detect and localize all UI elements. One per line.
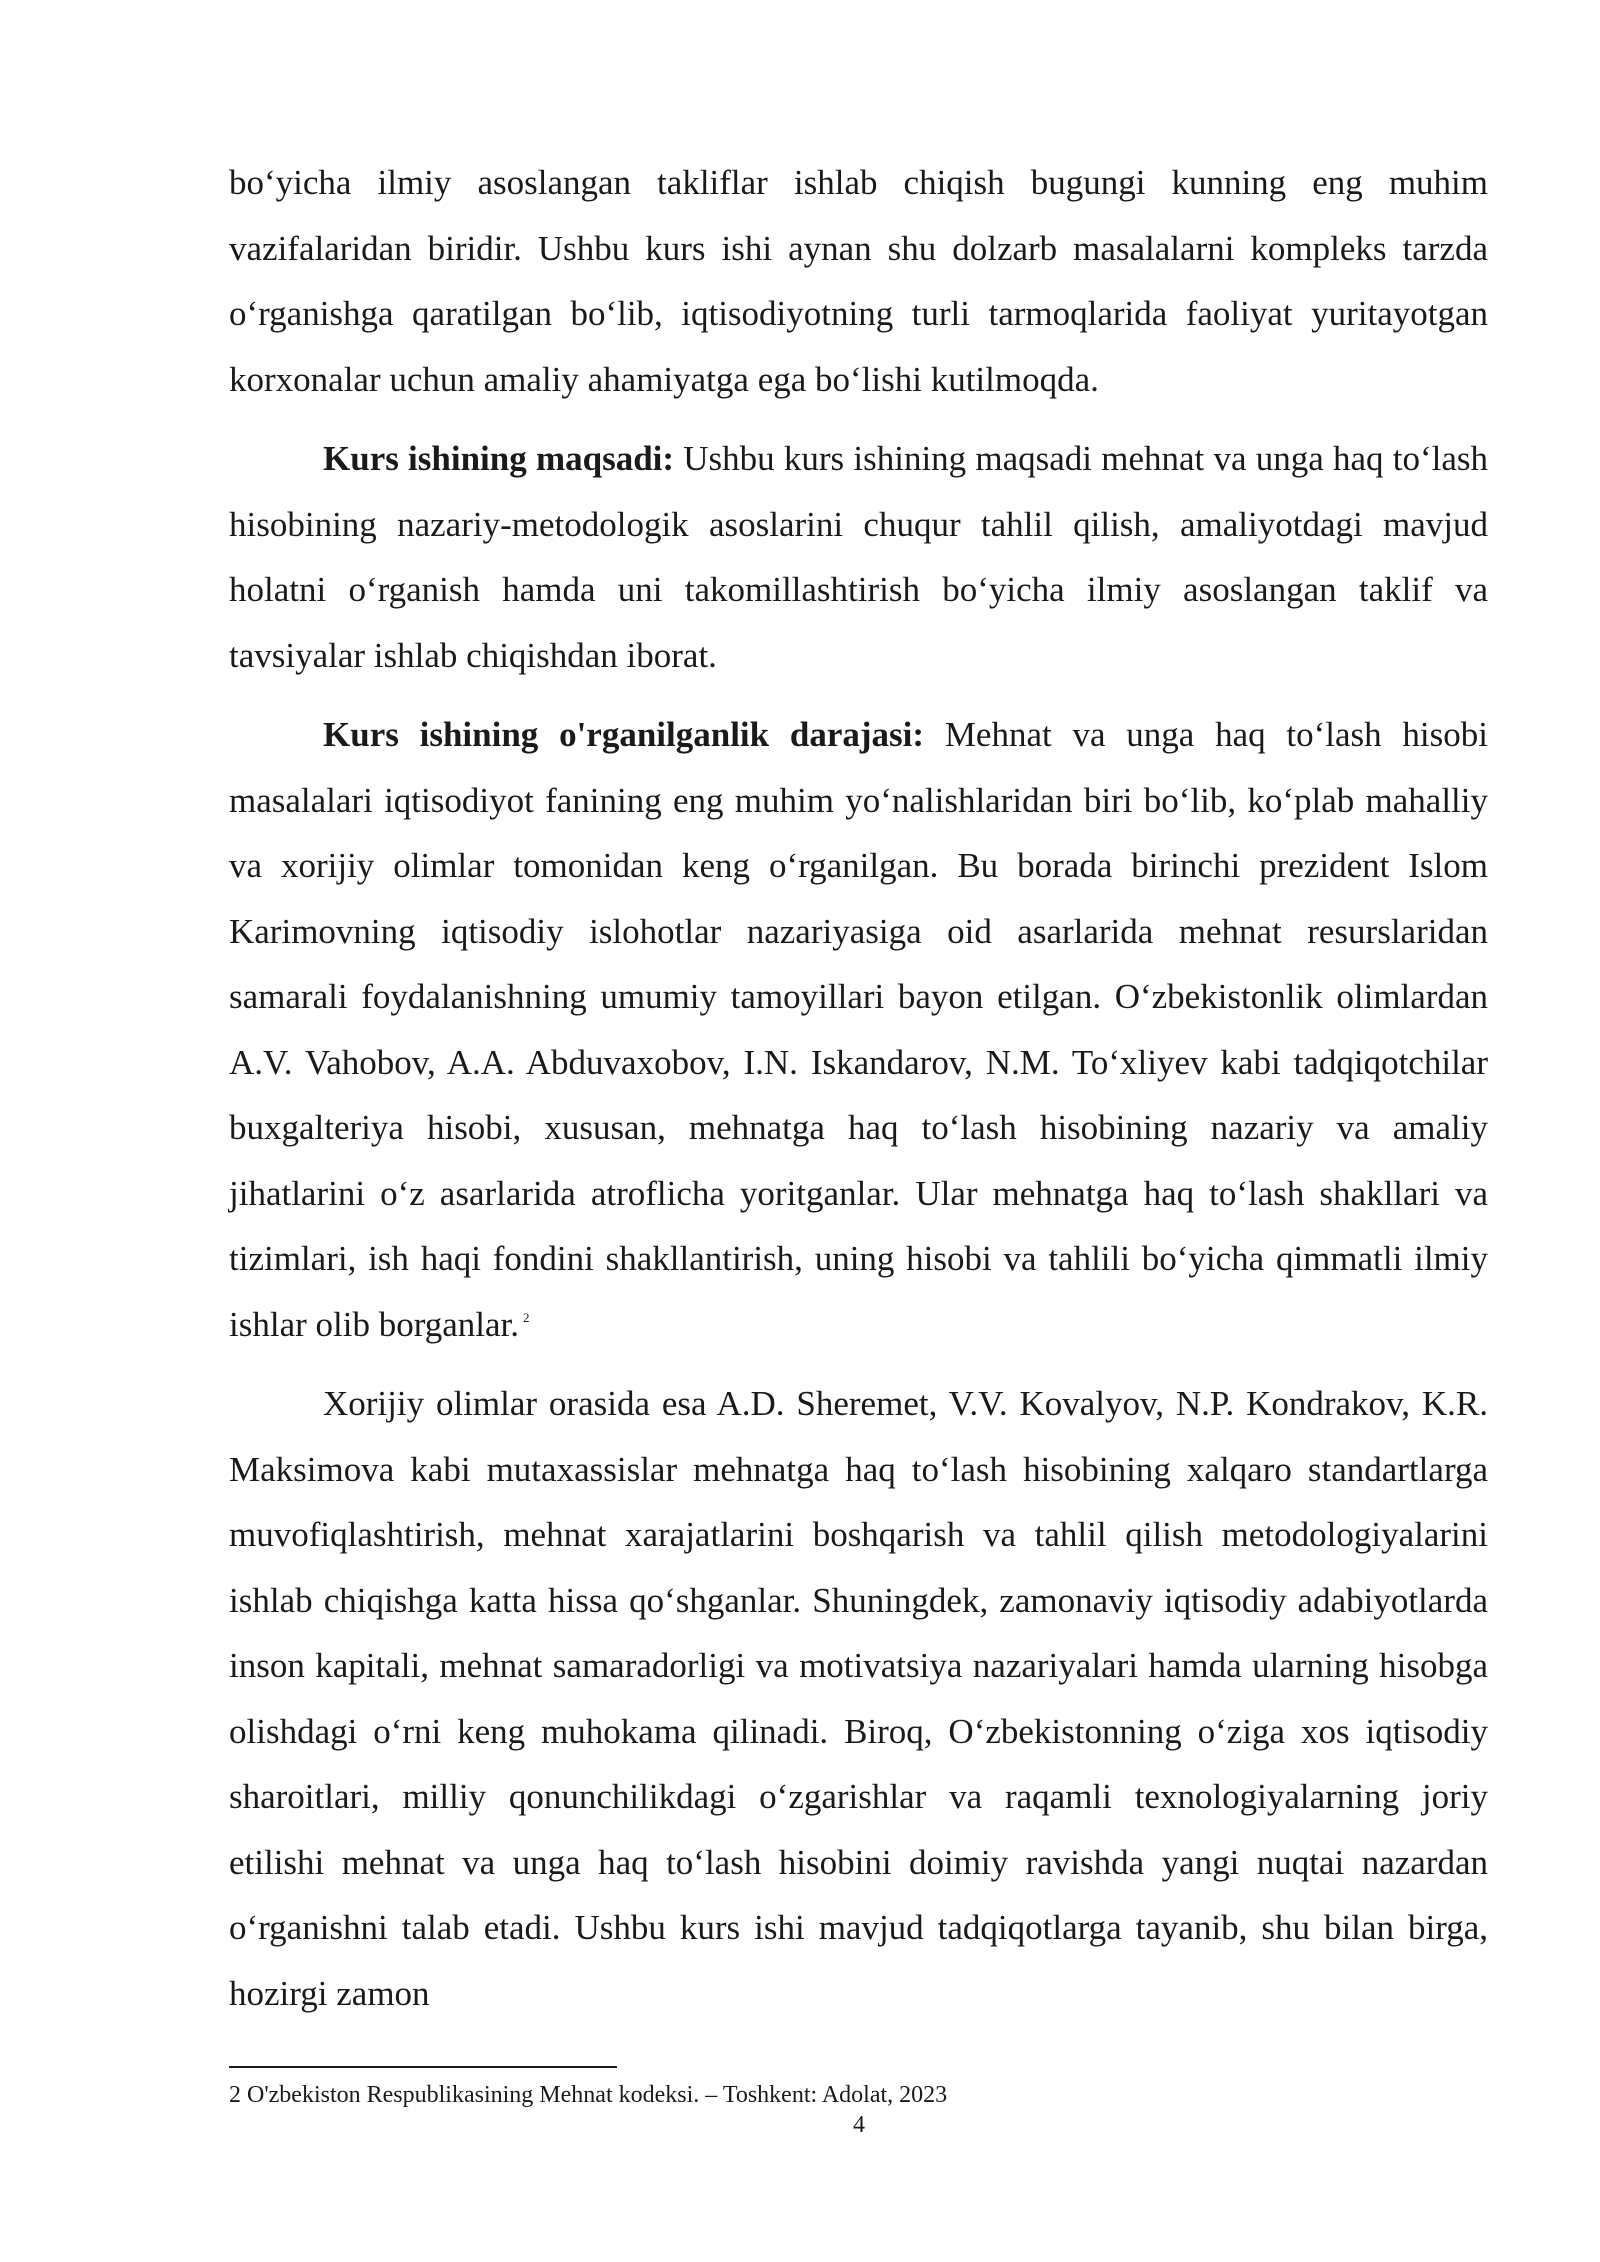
paragraph-heading: Kurs ishining maqsadi: [323, 439, 675, 478]
paragraph-text: bo‘yicha ilmiy asoslangan takliflar ishlab chiqish bugungi kunning eng muhim vazifalaridan biridir. Ushbu kurs ishi aynan shu dolzarb masalalarni kompleks tarzda o‘rganishga qaratilgan bo‘lib, iqtisodiyotning turli tarmoqlarida faoliyat yuritayotgan korxonalar uchun amaliy ahamiyatga ega bo‘lishi kutilmoqda. [229, 163, 1488, 399]
footnote: 2 O'zbekiston Respublikasining Mehnat kodeksi. – Toshkent: Adolat, 2023 [229, 2082, 948, 2108]
paragraph-course-goal [229, 426, 1488, 688]
footnote-reference[interactable]: 2 [523, 1309, 530, 1325]
page-number: 4 [853, 2112, 865, 2138]
paragraph-heading: Kurs ishining o'rganilganlik darajasi: [323, 715, 925, 754]
paragraph-text: Mehnat va unga haq to‘lash hisobi masalalari iqtisodiyot fanining eng muhim yo‘nalishlaridan biri bo‘lib, ko‘plab mahalliy va xorijiy olimlar tomonidan keng o‘rganilgan. Bu borada birinchi prezident Islom Karimovning iqtisodiy islohotlar nazariyasiga oid asarlarida mehnat resurslaridan samarali foydalanishning umumiy tamoyillari bayon etilgan. O‘zbekistonlik olimlardan A.V. Vahobov, A.A. Abduvaxobov, I.N. Iskandarov, N.M. To‘xliyev kabi tadqiqotchilar buxgalteriya hisobi, xususan, mehnatga haq to‘lash hisobining nazariy va amaliy jihatlarini o‘z asarlarida atroflicha yoritganlar. Ular mehnatga haq to‘lash shakllari va tizimlari, ish haqi fondini shakllantirish, uning hisobi va tahlili bo‘yicha qimmatli ilmiy ishlar olib borganlar. [229, 715, 1488, 1344]
paragraph-foreign-scholars [229, 1371, 1488, 2026]
body-text [229, 150, 1488, 2040]
paragraph-text: Xorijiy olimlar orasida esa A.D. Sheremet, V.V. Kovalyov, N.P. Kondrakov, K.R. Maksimova kabi mutaxassislar mehnatga haq to‘lash hisobining xalqaro standartlarga muvofiqlashtirish, mehnat xarajatlarini boshqarish va tahlil qilish metodologiyalarini ishlab chiqishga katta hissa qo‘shganlar. Shuningdek, zamonaviy iqtisodiy adabiyotlarda inson kapitali, mehnat samaradorligi va motivatsiya nazariyalari hamda ularning hisobga olishdagi o‘rni keng muhokama qilinadi. Biroq, O‘zbekistonning o‘ziga xos iqtisodiy sharoitlari, milliy qonunchilikdagi o‘zgarishlar va raqamli texnologiyalarning joriy etilishi mehnat va unga haq to‘lash hisobini doimiy ravishda yangi nuqtai nazardan o‘rganishni talab etadi. Ushbu kurs ishi mavjud tadqiqotlarga tayanib, shu bilan birga, hozirgi zamon [229, 1384, 1488, 2013]
paragraph-intro-continuation [229, 150, 1488, 412]
paragraph-text: Ushbu kurs ishining maqsadi mehnat va unga haq to‘lash hisobining nazariy-metodologik asoslarini chuqur tahlil qilish, amaliyotdagi mavjud holatni o‘rganish hamda uni takomillashtirish bo‘yicha ilmiy asoslangan taklif va tavsiyalar ishlab chiqishdan iborat. [229, 439, 1489, 675]
paragraph-study-level [229, 702, 1488, 1357]
footnote-separator [229, 2066, 617, 2068]
